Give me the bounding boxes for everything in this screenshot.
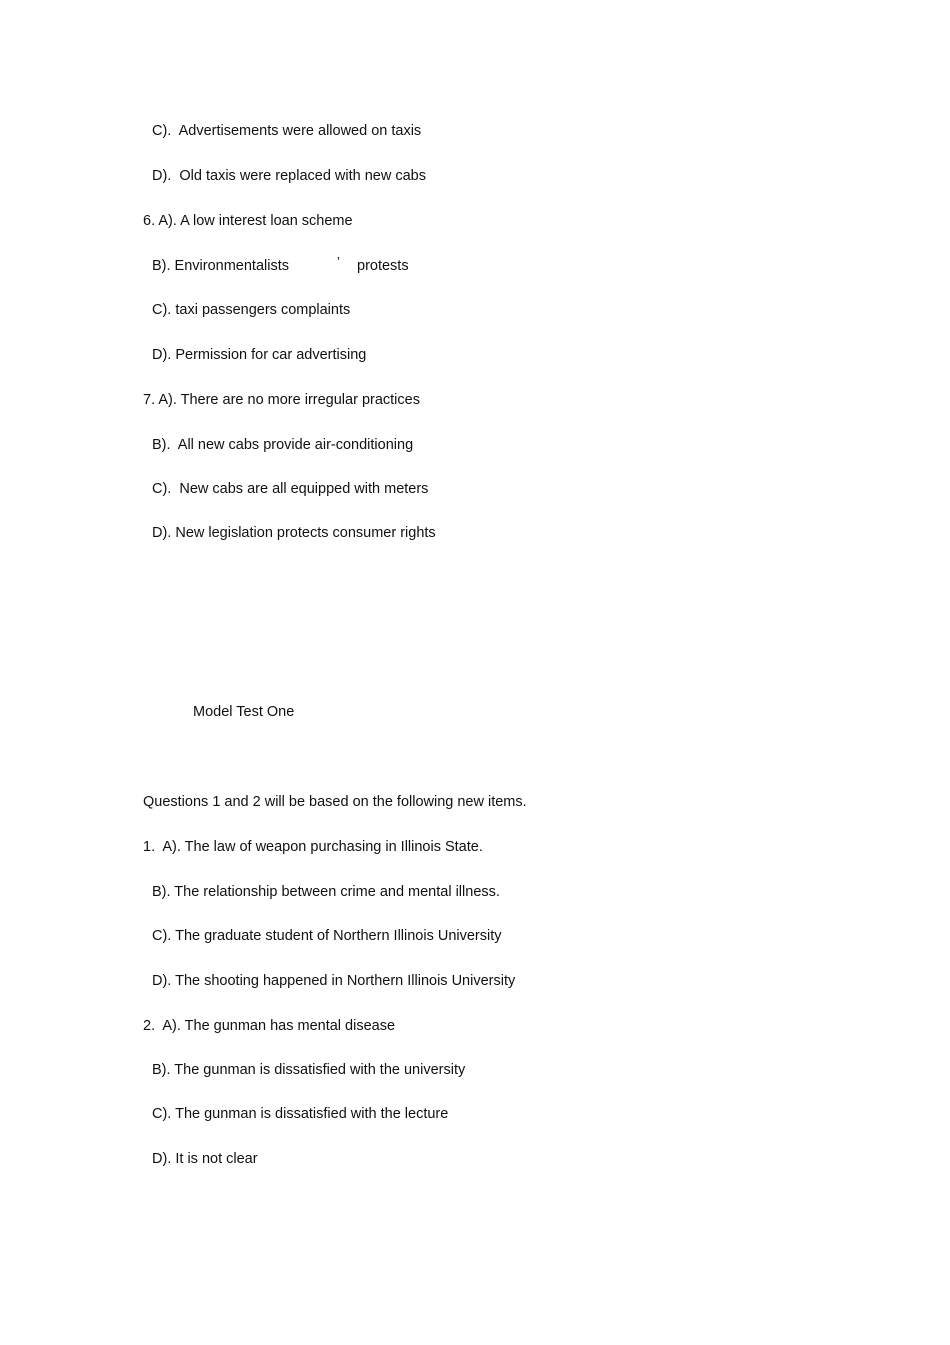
q7-option-c: C). New cabs are all equipped with meters [152,481,429,497]
q2-option-c: C). The gunman is dissatisfied with the lecture [152,1106,449,1122]
section-title: Model Test One [193,704,295,720]
q2-option-b: B). The gunman is dissatisfied with the university [152,1062,466,1078]
q6-option-b-apostrophe: ’ [337,254,340,269]
q6-option-b: B). Environmentalists [152,258,289,274]
q7-option-b: B). All new cabs provide air-conditioning [152,437,414,453]
q5-option-d: D). Old taxis were replaced with new cabs [152,168,426,184]
q2-option-d: D). It is not clear [152,1151,258,1167]
q2-option-a: 2. A). The gunman has mental disease [143,1018,396,1034]
q1-option-d: D). The shooting happened in Northern Illinois University [152,973,516,989]
q6-option-d: D). Permission for car advertising [152,347,367,363]
section-intro: Questions 1 and 2 will be based on the following new items. [143,794,527,810]
q6-option-c: C). taxi passengers complaints [152,302,351,318]
q1-option-b: B). The relationship between crime and mental illness. [152,884,500,900]
q1-option-c: C). The graduate student of Northern Illinois University [152,928,502,944]
q7-option-a: 7. A). There are no more irregular practices [143,392,420,408]
q7-option-d: D). New legislation protects consumer rights [152,525,436,541]
q6-option-a: 6. A). A low interest loan scheme [143,213,353,229]
q6-option-b-tail: protests [357,258,409,274]
q5-option-c: C). Advertisements were allowed on taxis [152,123,422,139]
q1-option-a: 1. A). The law of weapon purchasing in Illinois State. [143,839,483,855]
